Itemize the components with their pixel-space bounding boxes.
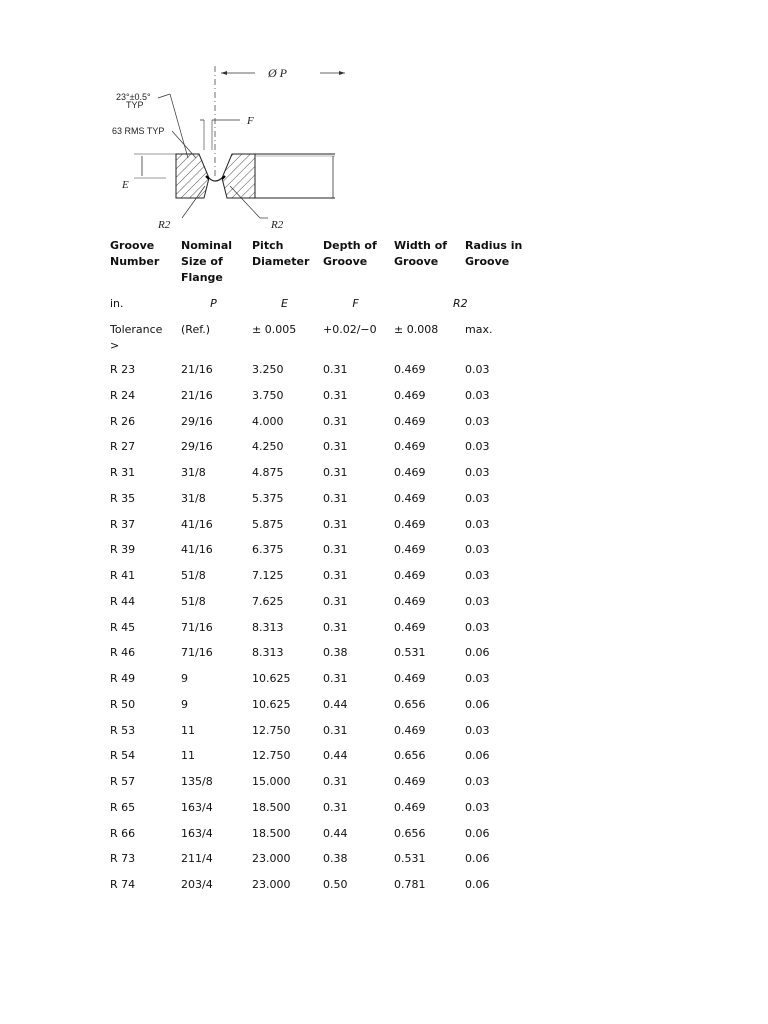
depth-cell: 0.31	[323, 414, 348, 428]
groove-number-cell: R 41	[110, 569, 136, 582]
depth-cell: 0.38	[323, 852, 348, 866]
groove-number-cell: R 37	[110, 517, 136, 531]
table-row	[104, 414, 534, 440]
groove-number-cell: R 74	[110, 878, 136, 891]
width-cell: 0.469	[394, 491, 426, 505]
table-row	[104, 517, 534, 543]
depth-cell: 0.31	[323, 466, 348, 479]
tolerance-cell: ± 0.005	[252, 323, 297, 336]
table-row	[104, 851, 534, 877]
radius-cell: 0.06	[465, 749, 490, 763]
pitch-diameter-cell: 4.000	[252, 414, 284, 428]
width-cell: 0.469	[394, 569, 426, 582]
table-row	[104, 671, 534, 697]
nominal-size-cell: 29/16	[181, 414, 213, 428]
width-cell: 0.656	[394, 749, 426, 763]
angle-callout	[116, 92, 188, 158]
angle-label: 23°±0.5°	[116, 92, 151, 102]
nominal-size-cell: 41/16	[181, 517, 213, 531]
pitch-diameter-cell: 18.500	[252, 826, 291, 840]
header-nominal-size: Nominal Size of Flange	[181, 239, 233, 284]
groove-number-cell: R 54	[110, 749, 136, 763]
width-cell: 0.469	[394, 594, 426, 608]
table-row	[104, 723, 534, 749]
table-row	[104, 362, 534, 388]
nominal-size-cell: 203/4	[181, 878, 213, 891]
nominal-size-cell: 11	[181, 749, 195, 763]
nominal-size-cell: 21/16	[181, 388, 213, 402]
width-cell: 0.469	[394, 466, 426, 479]
width-cell: 0.656	[394, 826, 426, 840]
depth-cell: 0.31	[323, 517, 348, 531]
pitch-diameter-cell: 7.625	[252, 594, 284, 608]
flange-section	[176, 154, 335, 198]
radius-cell: 0.03	[465, 363, 490, 376]
table-row	[104, 439, 534, 465]
width-cell: 0.469	[394, 414, 426, 428]
table-header-row	[104, 238, 534, 296]
radius-cell: 0.03	[465, 491, 490, 505]
depth-cell: 0.31	[323, 800, 348, 814]
groove-number-cell: R 27	[110, 440, 136, 454]
nominal-size-cell: 29/16	[181, 440, 213, 454]
header-width-of-groove: Width of Groove	[394, 239, 448, 268]
depth-cell: 0.31	[323, 775, 348, 788]
nominal-size-cell: 51/8	[181, 569, 206, 582]
depth-cell: 0.31	[323, 388, 348, 402]
groove-number-cell: R 49	[110, 672, 136, 685]
depth-cell: 0.31	[323, 543, 348, 557]
pitch-diameter-cell: 6.375	[252, 543, 284, 557]
nominal-size-cell: 163/4	[181, 826, 213, 840]
radius-cell: 0.06	[465, 646, 490, 660]
nominal-size-cell: 135/8	[181, 775, 213, 788]
pitch-diameter-cell: 8.313	[252, 646, 284, 660]
width-cell: 0.469	[394, 517, 426, 531]
nominal-size-cell: 31/8	[181, 466, 206, 479]
width-cell: 0.469	[394, 620, 426, 634]
table-row	[104, 594, 534, 620]
pitch-diameter-cell: 23.000	[252, 852, 291, 866]
radius-cell: 0.03	[465, 543, 490, 557]
depth-cell: 0.31	[323, 363, 348, 376]
pitch-diameter-cell: 18.500	[252, 800, 291, 814]
table-row	[104, 826, 534, 852]
pitch-diameter-cell: 3.250	[252, 363, 284, 376]
depth-cell: 0.31	[323, 723, 348, 737]
table-row	[104, 491, 534, 517]
depth-cell: 0.31	[323, 440, 348, 454]
depth-cell: 0.44	[323, 826, 348, 840]
width-cell: 0.469	[394, 800, 426, 814]
radius-cell: 0.03	[465, 672, 490, 685]
e-label: E	[122, 179, 129, 191]
radius-cell: 0.03	[465, 800, 490, 814]
table-row	[104, 800, 534, 826]
depth-cell: 0.31	[323, 672, 348, 685]
width-cell: 0.469	[394, 723, 426, 737]
nominal-size-cell: 71/16	[181, 646, 213, 660]
groove-number-cell: R 44	[110, 594, 136, 608]
depth-cell: 0.31	[323, 594, 348, 608]
depth-cell: 0.31	[323, 620, 348, 634]
groove-number-cell: R 23	[110, 363, 136, 376]
radius-cell: 0.03	[465, 569, 490, 582]
depth-cell: 0.31	[323, 491, 348, 505]
depth-cell: 0.38	[323, 646, 348, 660]
units-cell: in.	[110, 297, 124, 310]
pitch-diameter-cell: 12.750	[252, 723, 291, 737]
tolerance-cell: +0.02/−0	[323, 323, 377, 336]
pitch-diameter-cell: 7.125	[252, 569, 284, 582]
f-label: F	[247, 115, 254, 127]
rms-label: 63 RMS TYP	[112, 126, 165, 136]
r2-right-label: R2	[271, 219, 284, 231]
depth-cell: 0.50	[323, 878, 348, 891]
pitch-diameter-cell: 8.313	[252, 620, 284, 634]
pitch-diameter-cell: 12.750	[252, 749, 291, 763]
groove-number-cell: R 26	[110, 414, 136, 428]
width-cell: 0.781	[394, 878, 426, 891]
units-cell	[388, 296, 459, 322]
radius-cell: 0.03	[465, 466, 490, 479]
width-cell: 0.469	[394, 672, 426, 685]
groove-number-cell: R 39	[110, 543, 136, 557]
radius-cell: 0.03	[465, 414, 490, 428]
table-row	[104, 388, 534, 414]
groove-number-cell: R 35	[110, 491, 136, 505]
nominal-size-cell: 31/8	[181, 491, 206, 505]
nominal-size-cell: 11	[181, 723, 195, 737]
table-row	[104, 568, 534, 594]
pitch-diameter-cell: 5.375	[252, 491, 284, 505]
radius-cell: 0.03	[465, 594, 490, 608]
units-cell: F	[352, 297, 359, 310]
header-radius-in-groove: Radius in Groove	[465, 239, 523, 268]
pitch-dimension	[221, 66, 345, 80]
nominal-size-cell: 211/4	[181, 852, 213, 866]
pitch-diameter-cell: 15.000	[252, 775, 291, 788]
groove-number-cell: R 46	[110, 646, 136, 660]
radius-cell: 0.06	[465, 852, 490, 866]
tolerance-cell: ± 0.008	[394, 323, 439, 336]
depth-cell: 0.31	[323, 569, 348, 582]
groove-number-cell: R 66	[110, 826, 136, 840]
groove-number-cell: R 50	[110, 697, 136, 711]
table-row	[104, 774, 534, 800]
radius-cell: 0.06	[465, 878, 490, 891]
depth-cell: 0.44	[323, 697, 348, 711]
radius-cell: 0.03	[465, 775, 490, 788]
units-cell: E	[281, 297, 288, 310]
depth-cell: 0.44	[323, 749, 348, 763]
units-cell: R2	[453, 297, 468, 310]
nominal-size-cell: 9	[181, 672, 188, 685]
groove-number-cell: R 57	[110, 775, 136, 788]
radius-cell: 0.03	[465, 723, 490, 737]
nominal-size-cell: 71/16	[181, 620, 213, 634]
groove-number-cell: R 65	[110, 800, 136, 814]
table-row	[104, 697, 534, 723]
radius-cell: 0.03	[465, 620, 490, 634]
width-cell: 0.469	[394, 543, 426, 557]
header-pitch-diameter: Pitch Diameter	[252, 239, 310, 268]
units-cell: P	[210, 297, 217, 310]
radius-cell: 0.06	[465, 826, 490, 840]
typ-label: TYP	[126, 100, 144, 110]
radius-cell: 0.03	[465, 517, 490, 531]
ring-groove-drawing	[100, 58, 350, 238]
width-cell: 0.469	[394, 388, 426, 402]
nominal-size-cell: 9	[181, 697, 188, 711]
tolerance-cell: (Ref.)	[181, 323, 211, 336]
width-cell: 0.656	[394, 697, 426, 711]
nominal-size-cell: 51/8	[181, 594, 206, 608]
groove-number-cell: R 31	[110, 466, 136, 479]
radius-cell: 0.06	[465, 697, 490, 711]
groove-dimension-table	[104, 238, 534, 903]
radius-cell: 0.03	[465, 440, 490, 454]
width-cell: 0.531	[394, 852, 426, 866]
width-dimension	[200, 115, 254, 150]
pitch-diameter-cell: 23.000	[252, 878, 291, 891]
groove-number-cell: R 24	[110, 388, 136, 402]
width-cell: 0.469	[394, 440, 426, 454]
nominal-size-cell: 41/16	[181, 543, 213, 557]
pitch-diameter-cell: 10.625	[252, 697, 291, 711]
pitch-label: Ø P	[268, 66, 287, 80]
table-row	[104, 877, 534, 903]
pitch-diameter-cell: 4.250	[252, 440, 284, 454]
table-row	[104, 620, 534, 646]
nominal-size-cell: 163/4	[181, 800, 213, 814]
table-units-row	[104, 296, 534, 322]
table-row	[104, 465, 534, 491]
groove-number-cell: R 45	[110, 620, 136, 634]
pitch-diameter-cell: 10.625	[252, 672, 291, 685]
header-groove-number: Groove Number	[110, 239, 160, 268]
table-row	[104, 748, 534, 774]
width-cell: 0.469	[394, 363, 426, 376]
tolerance-cell: max.	[465, 323, 493, 336]
groove-number-cell: R 53	[110, 723, 136, 737]
groove-number-cell: R 73	[110, 852, 136, 866]
header-depth-of-groove: Depth of Groove	[323, 239, 377, 268]
depth-dimension	[121, 154, 176, 191]
pitch-diameter-cell: 3.750	[252, 388, 284, 402]
width-cell: 0.531	[394, 646, 426, 660]
table-tolerance-row	[104, 322, 534, 362]
nominal-size-cell: 21/16	[181, 363, 213, 376]
radius-cell: 0.03	[465, 388, 490, 402]
pitch-diameter-cell: 5.875	[252, 517, 284, 531]
table-row	[104, 645, 534, 671]
tolerance-cell: Tolerance >	[110, 323, 163, 352]
pitch-diameter-cell: 4.875	[252, 466, 284, 479]
width-cell: 0.469	[394, 775, 426, 788]
table-row	[104, 542, 534, 568]
r2-left-label: R2	[158, 219, 171, 231]
